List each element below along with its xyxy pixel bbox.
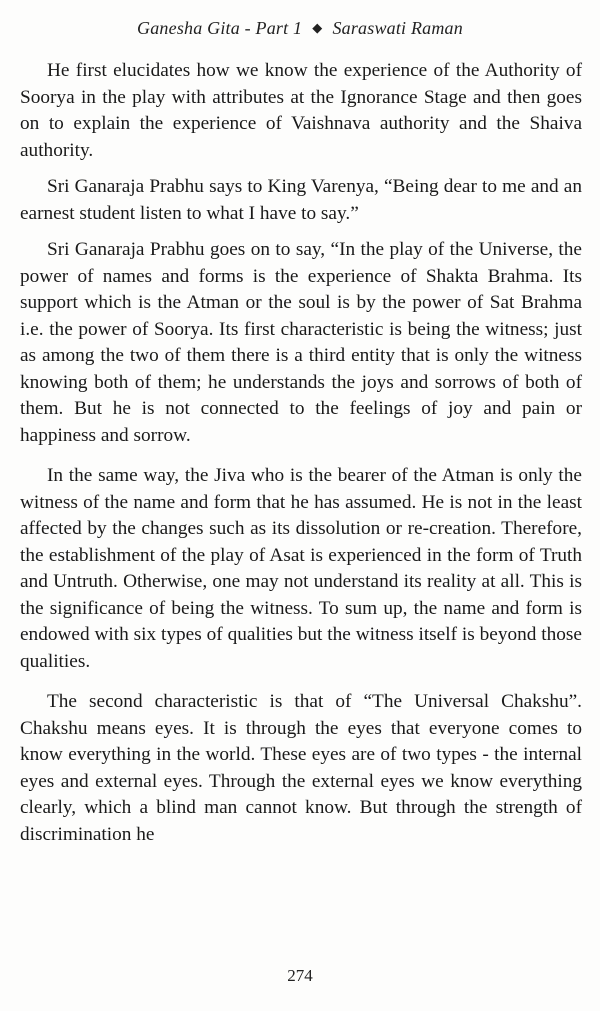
book-title: Ganesha Gita - Part 1 xyxy=(137,18,303,38)
page-number: 274 xyxy=(287,966,313,985)
paragraph-3: Sri Ganaraja Prabhu goes on to say, “In the play of the Universe, the power of names and forms is the experience of Shakta Brahma. Its support which is the Atman or the soul is by the power of Sat Brahma i.e. the power of Soorya. Its first characteristic is being the witness; just as among the two of them there is a third entity that is only the witness knowing both of them; he understands the joys and sorrows of both of them. But he is not connected to the feelings of joy and pain or happiness and sorrow. xyxy=(20,239,582,446)
header-separator-diamond: ◆ xyxy=(312,20,323,35)
body-text xyxy=(20,58,582,858)
paragraph-1: He first elucidates how we know the experience of the Authority of Soorya in the play with attributes at the Ignorance Stage and then goes on to explain the experience of Vaishnava authority and the Shaiva authority. xyxy=(20,60,582,161)
author-name: Saraswati Raman xyxy=(332,18,463,38)
running-header xyxy=(0,18,600,39)
paragraph-4: In the same way, the Jiva who is the bearer of the Atman is only the witness of the name and form that he has assumed. He is not in the least affected by the changes such as its dissolution or re-creation. Therefore, the establishment of the play of Asat is experienced in the form of Truth and Untruth. Otherwise, one may not understand its reality at all. This is the significance of being the witness. To sum up, the name and form is endowed with six types of qualities but the witness itself is beyond those qualities. xyxy=(20,465,582,672)
paragraph-5: The second characteristic is that of “The Universal Chakshu”. Chakshu means eyes. It is through the eyes that everyone comes to know everything in the world. These eyes are of two types - the internal eyes and external eyes. Through the external eyes we know everything clearly, which a blind man cannot know. But through the strength of discrimination he xyxy=(20,691,582,845)
paragraph-2: Sri Ganaraja Prabhu says to King Varenya, “Being dear to me and an earnest student listen to what I have to say.” xyxy=(20,176,582,224)
